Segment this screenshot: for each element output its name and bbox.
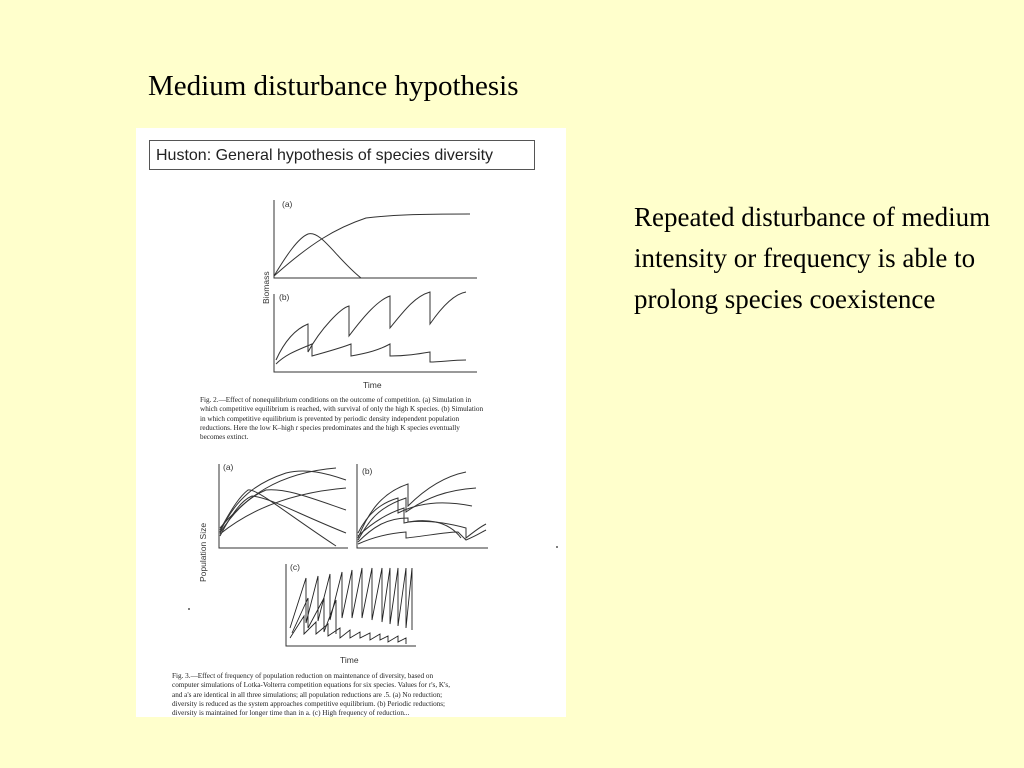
- fig3a-curve-1: [220, 468, 336, 528]
- fig3a-label: (a): [223, 462, 234, 472]
- fig3c-label: (c): [290, 562, 300, 572]
- fig2-x-label: Time: [363, 380, 382, 390]
- slide-body-text: Repeated disturbance of medium intensity or frequency is able to prolong species coexistence: [634, 202, 991, 314]
- fig3-caption-line: diversity is reduced as the system approaches competitive equilibrium. (b) Periodic reductions;: [172, 699, 446, 708]
- fig3b-label: (b): [362, 466, 373, 476]
- fig3a-curve-5: [220, 490, 336, 546]
- fig2b-label: (b): [279, 292, 290, 302]
- fig3b-axes: [357, 464, 488, 548]
- fig3c-spikes-mid: [292, 598, 336, 634]
- fig2a-low-k-curve: [274, 234, 361, 278]
- fig3a-curve-6: [220, 488, 346, 534]
- figure-header: Huston: General hypothesis of species diversity: [149, 140, 535, 170]
- fig2a-high-k-curve: [274, 214, 470, 276]
- fig3c-sawtooth-group: [290, 568, 412, 644]
- fig3-caption-line: diversity is maintained for longer time than in a. (c) High frequency of reduction...: [172, 709, 410, 717]
- fig2-caption-line: which competitive equilibrium is reached, with survival of only the high K species. (b) Simulation: [200, 405, 484, 414]
- figure-scan: [136, 128, 566, 717]
- scan-speck: [556, 546, 558, 548]
- fig2a-axes: [274, 200, 477, 278]
- fig3-y-label: Population Size: [198, 522, 208, 582]
- fig2-caption-line: in which competitive equilibrium is prevented by periodic density independent population: [200, 414, 460, 423]
- scan-speck: [188, 608, 190, 610]
- slide-title: Medium disturbance hypothesis: [148, 70, 519, 102]
- fig2-caption-line: reductions. Here the low K–high r species predominates and the high K species eventually: [200, 423, 460, 432]
- fig2b-low-k-curve: [276, 292, 466, 360]
- fig2-caption: [200, 396, 536, 442]
- fig3-caption-line: Fig. 3.—Effect of frequency of population reduction on maintenance of diversity, based on: [172, 672, 434, 680]
- fig2-caption-line: becomes extinct.: [200, 433, 249, 442]
- fig3b-curve-4: [358, 518, 486, 542]
- fig2-y-label: Biomass: [261, 271, 271, 304]
- fig2a-label: (a): [282, 199, 293, 209]
- fig3-x-label: Time: [340, 655, 359, 665]
- fig3c-spikes-lower: [290, 616, 406, 644]
- fig3-caption: [172, 672, 514, 717]
- fig3a-curve-3: [220, 490, 346, 533]
- fig2-caption-line: Fig. 2.—Effect of nonequilibrium conditions on the outcome of competition. (a) Simulation in: [200, 396, 472, 404]
- fig2b-high-k-curve: [276, 344, 466, 364]
- fig3-caption-line: computer simulations of Lotka-Volterra competition equations for six species. Values for r's, K's,: [172, 681, 450, 690]
- fig3-caption-line: and a's are identical in all three simulations; all population reductions are .5. (a) No reduction;: [172, 690, 443, 699]
